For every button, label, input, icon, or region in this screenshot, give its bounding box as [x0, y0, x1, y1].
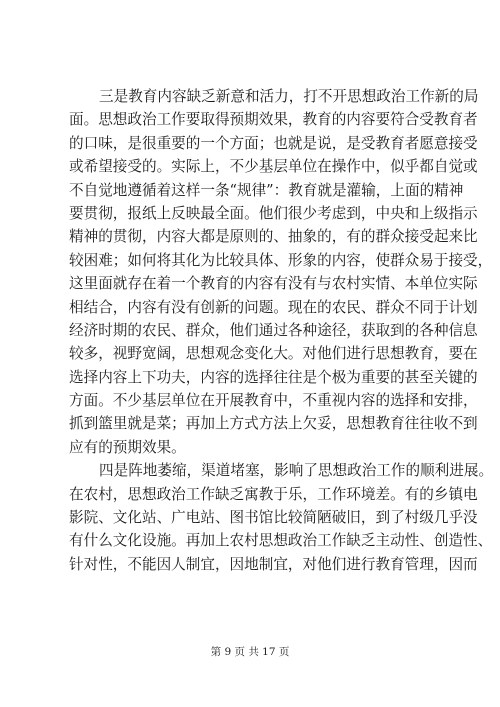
paragraph-line: 较多，视野宽阔，思想观念变化大。对他们进行思想教育，要在 [69, 345, 478, 363]
paragraph-line: 选择内容上下功夫，内容的选择往往是个极为重要的甚至关键的 [69, 368, 478, 386]
paragraph-line: 有什么文化设施。再加上农村思想政治工作缺乏主动性、创造性、 [69, 532, 493, 550]
paragraph-line: 应有的预期效果。 [69, 438, 186, 456]
paragraph-line: 经济时期的农民、群众，他们通过各种途径，获取到的各种信息 [69, 321, 478, 339]
paragraph-line: 这里面就存在着一个教育的内容有没有与农村实情、本单位实际 [69, 275, 478, 293]
paragraph-line: 面。思想政治工作要取得预期效果，教育的内容要符合受教育者 [69, 111, 478, 129]
paragraph-line: 方面。不少基层单位在开展教育中，不重视内容的选择和安排， [69, 392, 478, 410]
page-footer: 第 9 页 共 17 页 [210, 646, 290, 658]
paragraph-line: 或希望接受的。实际上，不少基层单位在操作中，似乎都自觉或 [69, 158, 478, 176]
paragraph-line: 不自觉地遵循着这样一条“规律”：教育就是灌输，上面的精神 [69, 181, 464, 199]
paragraph-line: 三是教育内容缺乏新意和活力，打不开思想政治工作新的局 [99, 88, 479, 105]
paragraph-line: 要贯彻，报纸上反映最全面。他们很少考虑到，中央和上级指示 [69, 204, 478, 222]
paragraph-line: 相结合，内容有没有创新的问题。现在的农民、群众不同于计划 [69, 298, 478, 316]
paragraph-line: 影院、文化站、广电站、图书馆比较简陋破旧，到了村级几乎没 [69, 509, 478, 527]
paragraph-line: 抓到篮里就是菜；再加上方式方法上欠妥，思想教育往往收不到 [69, 415, 478, 433]
paragraph-line: 针对性，不能因人制宜，因地制宜，对他们进行教育管理，因而 [69, 555, 478, 573]
paragraph-line: 在农村，思想政治工作缺乏寓教于乐，工作环境差。有的乡镇电 [69, 485, 478, 503]
paragraph-line: 较困难；如何将其化为比较具体、形象的内容，使群众易于接受， [69, 251, 493, 269]
paragraph-line: 精神的贯彻，内容大都是原则的、抽象的，有的群众接受起来比 [69, 228, 478, 246]
paragraph-line: 的口味，是很重要的一个方面；也就是说，是受教育者愿意接受 [69, 134, 478, 152]
body-text [69, 85, 494, 576]
paragraph-line: 四是阵地萎缩，渠道堵塞，影响了思想政治工作的顺利进展。 [99, 462, 494, 480]
